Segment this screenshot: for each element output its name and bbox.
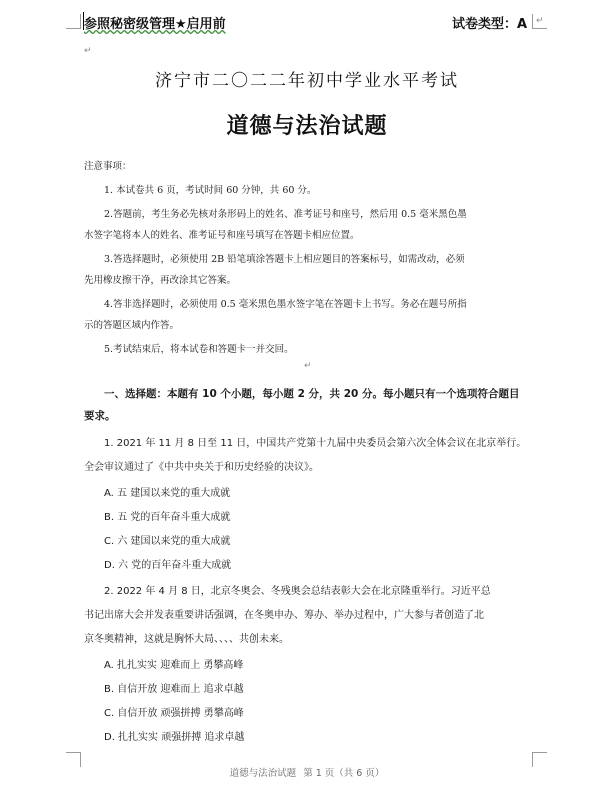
notes-heading[interactable]: 注意事项：: [84, 161, 132, 172]
question-2-option-d[interactable]: D. 扎扎实实 顽强拼搏 追求卓越: [104, 732, 245, 743]
page-footer: [0, 765, 614, 779]
exam-title[interactable]: 济宁市二〇二二年初中学业水平考试: [155, 71, 459, 91]
question-2-option-c[interactable]: C. 自信开放 顽强拼搏 勇攀高峰: [104, 708, 244, 719]
paper-type-label[interactable]: 试卷类型：A: [452, 17, 528, 32]
subject-title[interactable]: 道德与法治试题: [226, 114, 388, 139]
question-2-stem[interactable]: 京冬奥精神，这就是胸怀大局、、、、共创未来。: [84, 634, 289, 645]
notes-line[interactable]: 水签字笔将本人的姓名、准考证号和座号填写在答题卡相应位置。: [84, 230, 360, 241]
section-heading[interactable]: 要求。: [84, 410, 116, 422]
question-1-option-d[interactable]: D. 六 党的百年奋斗重大成就: [104, 560, 232, 571]
footer-page-info: 第 1 页（共 6 页）: [303, 768, 385, 779]
paragraph-mark-icon: ↵: [84, 46, 92, 56]
footer-subject: 道德与法治试题: [229, 768, 297, 779]
question-2-option-b[interactable]: B. 自信开放 迎难而上 追求卓越: [104, 684, 244, 695]
question-2-option-a[interactable]: A. 扎扎实实 迎难而上 勇攀高峰: [104, 660, 244, 671]
secret-level-label[interactable]: 参照秘密级管理★启用前: [84, 17, 226, 32]
question-1-option-b[interactable]: B. 五 党的百年奋斗重大成就: [104, 512, 231, 523]
notes-line[interactable]: 5.考试结束后，将本试卷和答题卡一并交回。: [104, 344, 294, 355]
notes-line[interactable]: 1. 本试卷共 6 页，考试时间 60 分钟，共 60 分。: [104, 185, 317, 196]
notes-line[interactable]: 示的答题区域内作答。: [84, 320, 180, 331]
notes-line[interactable]: 先用橡皮擦干净，再改涂其它答案。: [84, 275, 237, 286]
notes-line[interactable]: 3.答选择题时，必须使用 2B 铅笔填涂答题卡上相应题目的答案标号，如需改动，必须: [104, 254, 465, 265]
notes-line[interactable]: 2.答题前，考生务必先核对条形码上的姓名、准考证号和座号，然后用 0.5 毫米黑色墨: [104, 209, 467, 220]
question-2-stem[interactable]: 书记出席大会并发表重要讲话强调，在冬奥申办、筹办、举办过程中，广大参与者创造了北: [84, 610, 484, 621]
question-2-stem[interactable]: 2. 2022 年 4 月 8 日，北京冬奥会、冬残奥会总结表彰大会在北京隆重举行。习近平总: [104, 586, 491, 597]
notes-line[interactable]: 4.答非选择题时，必须使用 0.5 毫米黑色墨水签字笔在答题卡上书写。务必在题号所指: [104, 299, 467, 310]
section-heading[interactable]: 一、选择题：本题有 10 个小题，每小题 2 分，共 20 分。每小题只有一个选项符合题目: [104, 388, 520, 400]
question-1-stem[interactable]: 全会审议通过了《中共中央关于和历史经验的决议》。: [84, 462, 319, 473]
paragraph-mark-icon: ↵: [536, 16, 544, 26]
question-1-option-c[interactable]: C. 六 建国以来党的重大成就: [104, 536, 231, 547]
question-1-option-a[interactable]: A. 五 建国以来党的重大成就: [104, 488, 231, 499]
paragraph-mark-icon: ↵: [304, 361, 312, 371]
crop-mark-top-left: [66, 14, 81, 29]
question-1-stem[interactable]: 1. 2021 年 11 月 8 日至 11 日，中国共产党第十九届中央委员会第六次全体会议在北京举行。: [104, 438, 527, 449]
